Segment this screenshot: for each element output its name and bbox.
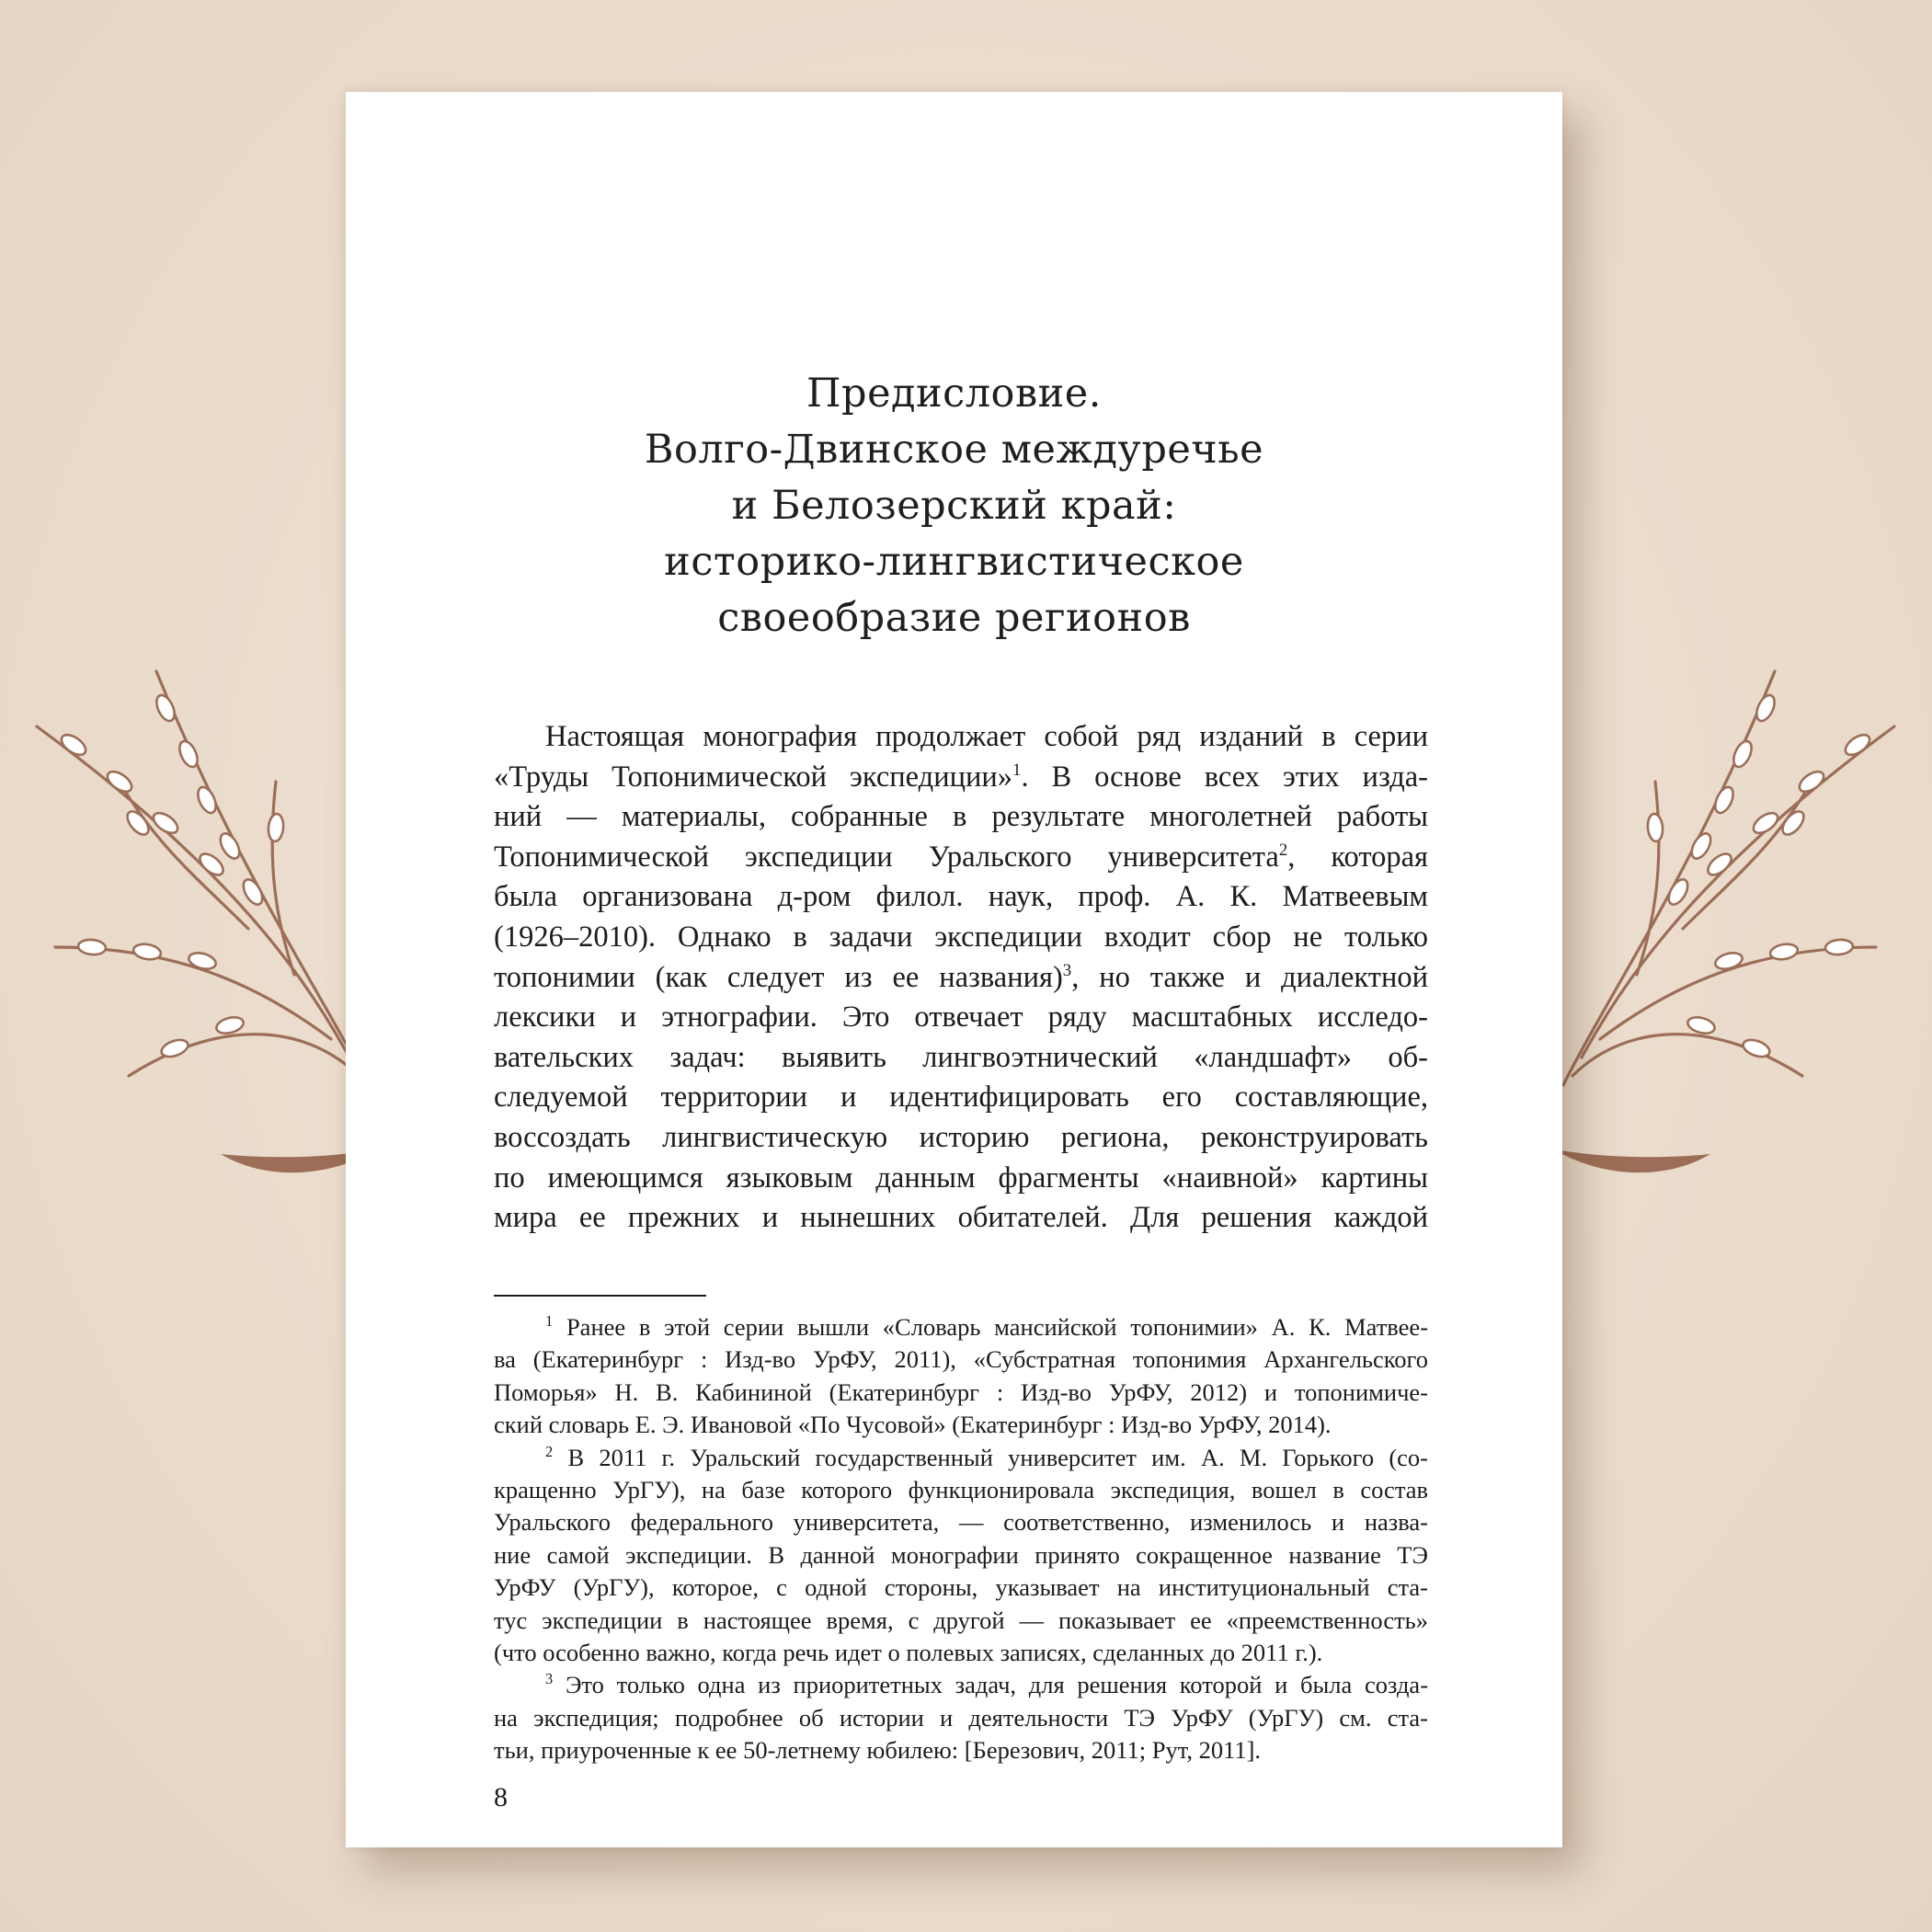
body-line: мира ее прежних и нынешних обитателей. Для решения каждой: [494, 1201, 1428, 1235]
book-page: [346, 92, 1562, 1847]
title-line: Предисловие.: [806, 371, 1102, 417]
footnote-line: тьи, приуроченные к ее 50-летнему юбилею: [Березович, 2011; Рут, 2011].: [494, 1736, 1262, 1765]
footnote-3: $^3$ Это только одна из приоритетных задач, для решения которой и была созда- на экспедиция; подробнее об истории и деятельности ТЭ УрФУ (УрГУ) см. ста- тьи, приуроченные к ее 50-летнему юбилею: [Березович, 2011; Рут, 2011].: [494, 1669, 1428, 1766]
body-line: воссоздать лингвистическую историю региона, реконструировать: [494, 1120, 1428, 1154]
body-line: лексики и этнографии. Это отвечает ряду масштабных исследо-: [494, 1000, 1428, 1035]
footnote-line: Уральского федерального университета, — соответственно, изменилось и назва-: [494, 1508, 1428, 1537]
footnote-divider: [494, 1295, 706, 1297]
body-line: топонимии (как следует из ее названия)$^3$, но также и диалектной: [494, 960, 1429, 994]
footnote-2: $^2$ В 2011 г. Уральский государственный университет им. А. М. Горького (со- кращенно УрГУ), на базе которого функционировала экспедиция, вошел в состав Уральского федерального университета, — соответственно, изменилось и назва- ние самой экспедиции. В данной монографии принято сокращенное название ТЭ УрФУ (УрГУ), которое, с одной стороны, указывает на институциональный ста- тус экспедиции в настоящее время, с другой — показывает ее «преемственность» (что особенно важно, когда речь идет о полевых записях, сделанных до 2011 г.).: [494, 1442, 1428, 1670]
footnote-line: на экспедиция; подробнее об истории и деятельности ТЭ УрФУ (УрГУ) см. ста-: [494, 1703, 1428, 1732]
body-line: ний — материалы, собранные в результате многолетней работы: [494, 800, 1428, 834]
page-title: [346, 366, 1562, 646]
footnote-line: ва (Екатеринбург : Изд-во УрФУ, 2011), «Субстратная топонимия Архангельского: [494, 1345, 1428, 1374]
footnote-line: ский словарь Е. Э. Ивановой «По Чусовой» (Екатеринбург : Изд-во УрФУ, 2014).: [494, 1411, 1332, 1439]
footnote-ref[interactable]: 1: [1012, 760, 1022, 780]
footnote-line: ние самой экспедиции. В данной монографии принято сокращенное название ТЭ: [494, 1540, 1428, 1569]
footnote-marker: 3: [545, 1670, 554, 1688]
body-line: Настоящая монография продолжает собой ряд изданий в серии: [545, 720, 1428, 753]
footnote-line: Поморья» Н. В. Кабининой (Екатеринбург : Изд-во УрФУ, 2012) и топонимиче-: [494, 1378, 1428, 1406]
willow-branch-icon: [1526, 644, 1913, 1214]
footnotes: [494, 1311, 1428, 1767]
footnote-line: кращенно УрГУ), на базе которого функционировала экспедиция, вошел в состав: [494, 1476, 1428, 1504]
body-line: следуемой территории и идентифицировать его составляющие,: [494, 1080, 1428, 1115]
title-line: и Белозерский край:: [731, 483, 1177, 529]
footnote-marker: 2: [545, 1442, 554, 1460]
footnote-1: $^1$ Ранее в этой серии вышли «Словарь мансийской топонимии» А. К. Матвее- ва (Екатеринбург : Изд-во УрФУ, 2011), «Субстратная топонимия Архангельского Поморья» Н. В. Кабининой (Екатеринбург : Изд-во УрФУ, 2012) и топонимиче- ский словарь Е. Э. Ивановой «По Чусовой» (Екатеринбург : Изд-во УрФУ, 2014).: [494, 1311, 1428, 1442]
title-line: своеобразие регионов: [717, 595, 1191, 641]
page-number: 8: [494, 1782, 508, 1812]
footnote-line: тус экспедиции в настоящее время, с другой — показывает ее «преемственность»: [494, 1606, 1428, 1634]
title-line: Волго-Двинское междуречье: [644, 427, 1264, 473]
body-line: Топонимической экспедиции Уральского университета$^2$, которая: [494, 840, 1429, 874]
footnote-ref[interactable]: 3: [1062, 960, 1072, 980]
footnote-ref[interactable]: 2: [1278, 840, 1288, 860]
footnote-line: (что особенно важно, когда речь идет о полевых записях, сделанных до 2011 г.).: [494, 1639, 1323, 1667]
body-line: была организована д-ром филол. наук, проф. А. К. Матвеевым: [494, 880, 1428, 914]
body-line: вательских задач: выявить лингвоэтнический «ландшафт» об-: [494, 1040, 1428, 1074]
body-line: (1926–2010). Однако в задачи экспедиции входит сбор не только: [494, 920, 1428, 954]
footnote-marker: 1: [545, 1312, 554, 1331]
body-line: по имеющимся языковым данным фрагменты «наивной» картины: [494, 1160, 1428, 1195]
footnote-line: УрФУ (УрГУ), которое, с одной стороны, указывает на институциональный ста-: [494, 1573, 1428, 1602]
body-line: «Труды Топонимической экспедиции»$^1$. В основе всех этих изда-: [494, 760, 1428, 794]
body-paragraph: [494, 717, 1428, 1239]
title-line: историко-лингвистическое: [664, 539, 1244, 585]
